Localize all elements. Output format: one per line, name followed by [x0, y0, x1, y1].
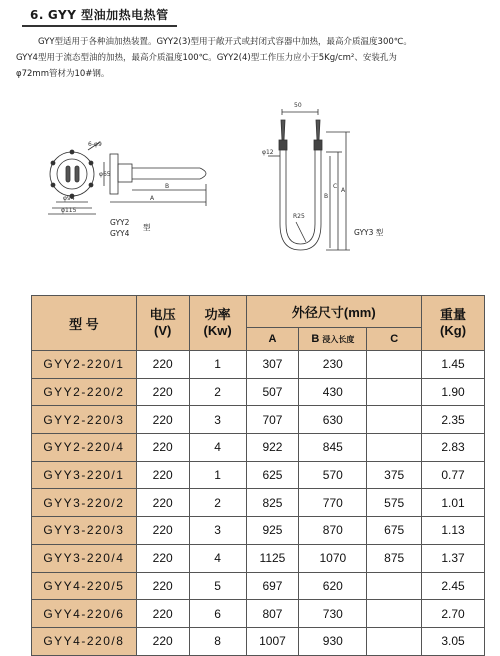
cell-power: 3: [189, 517, 246, 545]
flange-inner: [57, 159, 87, 189]
cell-weight: 1.01: [422, 489, 485, 517]
header-dimensions: 外径尺寸(mm): [246, 296, 422, 328]
table-row: [32, 517, 485, 545]
cell-b: 230: [299, 351, 367, 379]
dim-65: φ65: [99, 171, 111, 178]
cell-b: 570: [299, 461, 367, 489]
section-number: 6.: [30, 8, 44, 22]
dim-50: 50: [294, 102, 302, 109]
cell-power: 5: [189, 572, 246, 600]
dim-r25: R25: [293, 213, 305, 220]
cell-a: 707: [246, 406, 299, 434]
table-row: [32, 544, 485, 572]
cell-model: GYY4-220/5: [32, 572, 137, 600]
cell-c: 375: [367, 461, 422, 489]
header-col-b-letter: B: [311, 333, 320, 345]
cell-weight: 3.05: [422, 627, 485, 655]
cell-voltage: 220: [136, 489, 189, 517]
table-row: [32, 351, 485, 379]
header-weight-label: 重量: [440, 307, 467, 322]
cell-b: 930: [299, 627, 367, 655]
header-weight-unit: (Kg): [440, 323, 467, 338]
table-row: [32, 434, 485, 462]
cell-c: [367, 627, 422, 655]
cell-b: 1070: [299, 544, 367, 572]
cell-b: 620: [299, 572, 367, 600]
cell-voltage: 220: [136, 406, 189, 434]
cell-voltage: 220: [136, 627, 189, 655]
cell-voltage: 220: [136, 544, 189, 572]
table-row: [32, 461, 485, 489]
cell-b: 730: [299, 600, 367, 628]
section-title-text: GYY 型油加热电热管: [47, 8, 169, 22]
section-title: [22, 6, 177, 27]
cell-model: GYY4-220/6: [32, 600, 137, 628]
cell-b: 430: [299, 378, 367, 406]
cell-c: [367, 406, 422, 434]
cell-a: 1007: [246, 627, 299, 655]
cell-weight: 2.35: [422, 406, 485, 434]
table-row: [32, 600, 485, 628]
cell-model: GYY2-220/4: [32, 434, 137, 462]
cell-a: 625: [246, 461, 299, 489]
caption-gyy2: GYY2: [110, 218, 130, 227]
cell-a: 1125: [246, 544, 299, 572]
flange-heater-drawing: [48, 142, 206, 214]
table-row: [32, 572, 485, 600]
cell-voltage: 220: [136, 434, 189, 462]
cell-a: 922: [246, 434, 299, 462]
cell-power: 2: [189, 489, 246, 517]
cell-model: GYY2-220/2: [32, 378, 137, 406]
cell-power: 3: [189, 406, 246, 434]
cell-weight: 1.13: [422, 517, 485, 545]
cell-model: GYY4-220/8: [32, 627, 137, 655]
cell-power: 4: [189, 544, 246, 572]
cell-weight: 2.45: [422, 572, 485, 600]
dim-c-right: C: [333, 183, 338, 190]
cell-power: 1: [189, 351, 246, 379]
header-power-unit: (Kw): [203, 323, 232, 338]
cell-b: 870: [299, 517, 367, 545]
cell-a: 925: [246, 517, 299, 545]
caption-gyy4: GYY4: [110, 229, 130, 238]
cell-model: GYY2-220/3: [32, 406, 137, 434]
cell-voltage: 220: [136, 572, 189, 600]
caption-gyy3: GYY3 型: [354, 228, 384, 237]
cell-c: [367, 600, 422, 628]
dim-b-right: B: [324, 193, 329, 200]
spec-table-body: [32, 351, 485, 656]
table-row: [32, 627, 485, 655]
header-col-b-sub: 浸入长度: [322, 335, 355, 344]
intro-line-1: GYY型适用于各种油加热装置。GYY2(3)型用于敞开式或封闭式容器中加热，最高介质温度300℃。: [38, 37, 412, 47]
caption-type-left: 型: [143, 223, 151, 232]
cell-c: 875: [367, 544, 422, 572]
cell-model: GYY3-220/4: [32, 544, 137, 572]
cell-c: 575: [367, 489, 422, 517]
cell-voltage: 220: [136, 378, 189, 406]
cell-weight: 0.77: [422, 461, 485, 489]
technical-drawings: [0, 92, 500, 292]
header-col-b: [299, 328, 367, 351]
header-col-c: C: [367, 328, 422, 351]
dim-b-left: B: [165, 183, 170, 190]
cell-voltage: 220: [136, 517, 189, 545]
terminal-2: [75, 166, 79, 182]
cell-weight: 2.83: [422, 434, 485, 462]
drawings-svg: [0, 92, 500, 292]
cell-voltage: 220: [136, 461, 189, 489]
intro-line-3: φ72mm管材为10#钢。: [16, 69, 110, 79]
header-voltage-label: 电压: [149, 307, 176, 322]
cell-power: 8: [189, 627, 246, 655]
cell-model: GYY3-220/2: [32, 489, 137, 517]
header-voltage: [136, 296, 189, 351]
dim-12: φ12: [262, 149, 274, 156]
cell-b: 770: [299, 489, 367, 517]
header-model: 型 号: [32, 296, 137, 351]
cell-power: 2: [189, 378, 246, 406]
cell-a: 807: [246, 600, 299, 628]
header-power-label: 功率: [204, 307, 231, 322]
dim-94: φ94: [63, 195, 75, 202]
cell-c: [367, 378, 422, 406]
cell-model: GYY2-220/1: [32, 351, 137, 379]
terminal-1: [66, 166, 70, 182]
cell-voltage: 220: [136, 600, 189, 628]
cell-b: 845: [299, 434, 367, 462]
cell-weight: 1.90: [422, 378, 485, 406]
cell-c: [367, 351, 422, 379]
cell-weight: 2.70: [422, 600, 485, 628]
cell-weight: 1.37: [422, 544, 485, 572]
table-row: [32, 489, 485, 517]
cell-c: [367, 572, 422, 600]
intro-paragraph: [16, 34, 486, 82]
cell-a: 697: [246, 572, 299, 600]
dim-a-right: A: [341, 187, 346, 194]
cell-c: 675: [367, 517, 422, 545]
dim-115: φ115: [61, 207, 77, 214]
cell-weight: 1.45: [422, 351, 485, 379]
cell-a: 307: [246, 351, 299, 379]
dim-a-left: A: [150, 195, 155, 202]
cell-model: GYY3-220/1: [32, 461, 137, 489]
header-col-a: A: [246, 328, 299, 351]
spec-table: [31, 295, 485, 656]
cell-c: [367, 434, 422, 462]
cell-power: 4: [189, 434, 246, 462]
dim-holes: 6-φ9: [88, 141, 102, 148]
intro-line-2: GYY4型用于流态型油的加热，最高介质温度100℃。GYY2(4)型工作压力应小于5Kg/cm²、安装孔为: [16, 53, 397, 63]
cell-model: GYY3-220/3: [32, 517, 137, 545]
u-heater-drawing: [268, 109, 350, 250]
table-row: [32, 378, 485, 406]
cell-a: 825: [246, 489, 299, 517]
flange-side: [110, 154, 118, 194]
cell-b: 630: [299, 406, 367, 434]
header-power: [189, 296, 246, 351]
cell-power: 1: [189, 461, 246, 489]
header-voltage-unit: (V): [154, 323, 172, 338]
cell-a: 507: [246, 378, 299, 406]
cell-voltage: 220: [136, 351, 189, 379]
header-weight: [422, 296, 485, 351]
cell-power: 6: [189, 600, 246, 628]
table-row: [32, 406, 485, 434]
